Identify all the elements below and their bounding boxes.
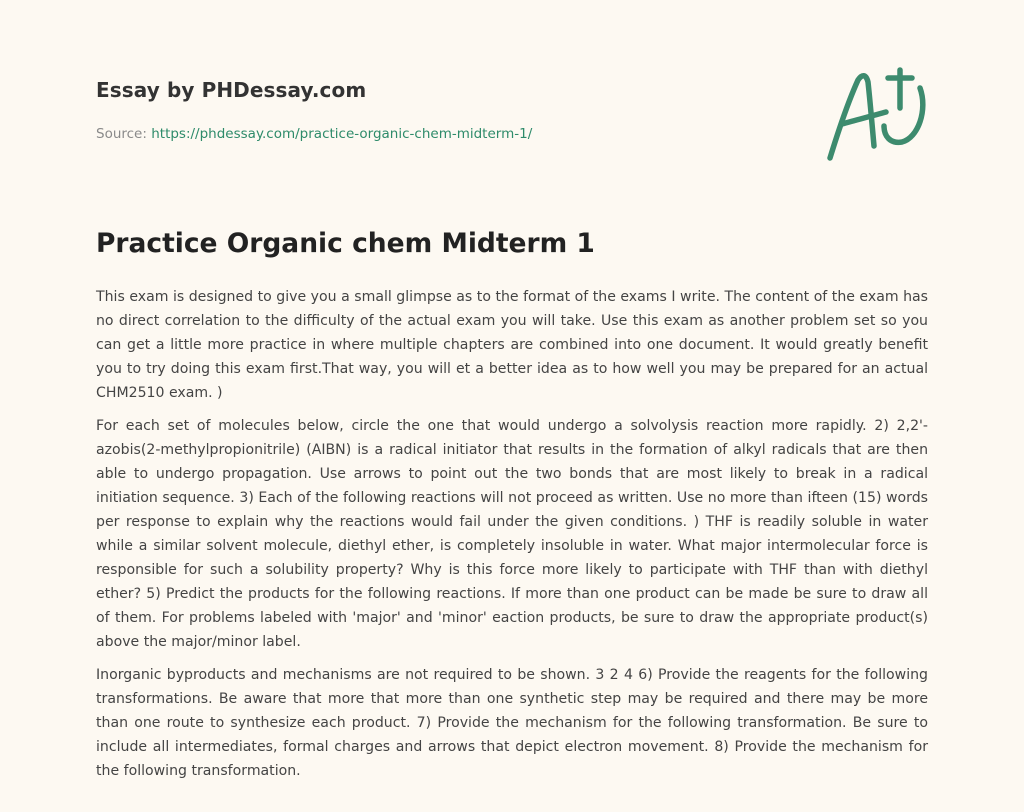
source-line xyxy=(96,124,532,144)
source-label: Source: xyxy=(96,126,147,142)
paragraph: This exam is designed to give you a small glimpse as to the format of the exams I write. The content of the exam has no direct correlation to the difficulty of the actual exam you will take. Use this exam as another problem set so you can get a little more practice in where multiple chapters are combined into one document. It would greatly benefit you to try doing this exam first.That way, you will et a better idea as to how well you may be prepared for an actual CHM2510 exam. ) xyxy=(96,289,928,401)
paragraph: For each set of molecules below, circle the one that would undergo a solvolysis reaction more rapidly. 2) 2,2'-azobis(2-methylpropionitrile) (AIBN) is a radical initiator that results in the formation of alkyl radicals that are then able to undergo propagation. Use arrows to point out the two bonds that are most likely to break in a radical initiation sequence. 3) Each of the following reactions will not proceed as written. Use no more than ifteen (15) words per response to explain why the reactions would fail under the given conditions. ) THF is readily soluble in water while a similar solvent molecule, diethyl ether, is completely insoluble in water. What major intermolecular force is responsible for such a solubility property? Why is this force more likely to participate with THF than with diethyl ether? 5) Predict the products for the following reactions. If more than one product can be made be sure to draw all of them. For problems labeled with 'major' and 'minor' eaction products, be sure to draw the appropriate product(s) above the major/minor label. xyxy=(96,418,928,650)
article-title: Practice Organic chem Midterm 1 xyxy=(96,228,595,259)
paragraph: Inorganic byproducts and mechanisms are not required to be shown. 3 2 4 6) Provide the reagents for the following transformations. Be aware that more that more than one synthetic step may be required and there may be more than one route to synthesize each product. 7) Provide the mechanism for the following transformation. Be sure to include all intermediates, formal charges and arrows that depict electron movement. 8) Provide the mechanism for the following transformation. xyxy=(96,667,928,779)
essay-header xyxy=(96,76,928,176)
article-body xyxy=(96,285,928,792)
a-plus-grade-icon xyxy=(822,66,932,166)
brand-title: Essay by PHDessay.com xyxy=(96,78,367,102)
source-link[interactable]: https://phdessay.com/practice-organic-chem-midterm-1/ xyxy=(151,126,533,142)
